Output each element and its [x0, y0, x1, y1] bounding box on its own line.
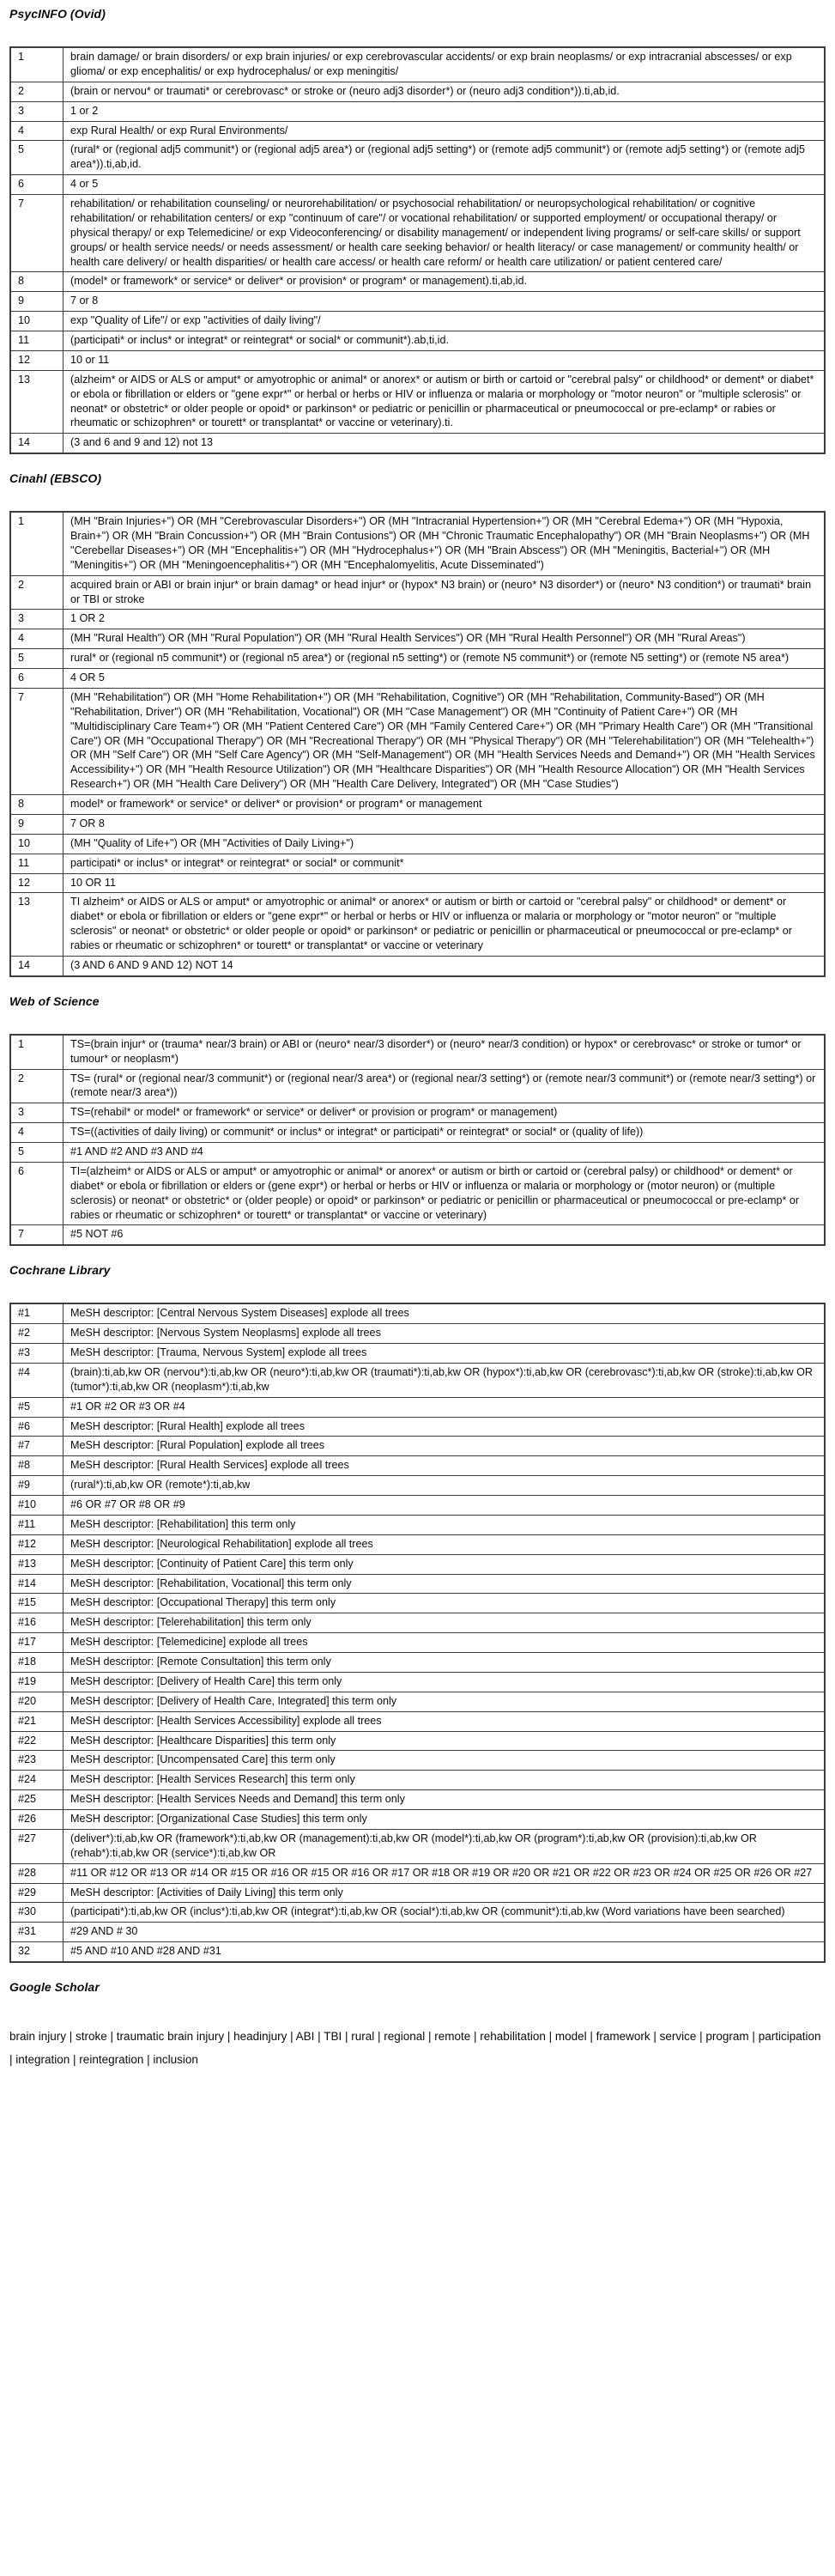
row-number: #10 — [10, 1496, 64, 1516]
table-row — [10, 795, 825, 815]
table-row — [10, 1554, 825, 1574]
row-query: MeSH descriptor: [Neurological Rehabilitation] explode all trees — [64, 1534, 826, 1554]
table-row — [10, 195, 825, 272]
table-row — [10, 1883, 825, 1903]
table-row — [10, 873, 825, 893]
row-number: 5 — [10, 1143, 64, 1163]
row-query: participati* or inclus* or integrat* or reintegrat* or social* or communit* — [64, 854, 826, 873]
row-number: 6 — [10, 1162, 64, 1225]
row-number: 1 — [10, 512, 64, 575]
table-row — [10, 1417, 825, 1437]
row-number: 7 — [10, 1225, 64, 1245]
row-query: MeSH descriptor: [Activities of Daily Living] this term only — [64, 1883, 826, 1903]
row-query: MeSH descriptor: [Rural Health] explode all trees — [64, 1417, 826, 1437]
table-row — [10, 575, 825, 610]
row-query: (3 AND 6 AND 9 AND 12) NOT 14 — [64, 956, 826, 975]
table-row — [10, 1672, 825, 1692]
table-row — [10, 1476, 825, 1496]
table-row — [10, 814, 825, 834]
row-query: TS=(brain injur* or (trauma* near/3 brain) or ABI or (neuro* near/3 disorder*) or (neuro* near/3 condition) or hypox* or cerebrovasc* or stroke or tumor* or tumour* or neoplasm*) — [64, 1035, 826, 1069]
row-query: #5 NOT #6 — [64, 1225, 826, 1245]
row-number: 3 — [10, 1103, 64, 1123]
table-row — [10, 1810, 825, 1830]
row-number: 10 — [10, 834, 64, 854]
row-query: TI=(alzheim* or AIDS or ALS or amput* or amyotrophic or animal* or anorex* or autism or birth or cartoid or (cerebral palsy) or childhood* or dement* or diabet* or ebola or fibrillation or elders or (gene expr*) or herbal or herbs or HIV or influenza or malaria or morphology or (motor neuron) or (multiple sclerosis) or neonat* or obstetric* or (older people) or opoid* or parkinson* or pediatric or penicillin or pharmaceutical or pneumococcal or pre-eclamp* or rabies or rheumatic or schizophren* or tourett* or transplantat* or vaccine or veterinary) — [64, 1162, 826, 1225]
row-number: 4 — [10, 121, 64, 141]
row-number: 11 — [10, 331, 64, 351]
row-query: brain damage/ or brain disorders/ or exp brain injuries/ or exp cerebrovascular accidents/ or exp brain neoplasms/ or exp intracranial abscesses/ or exp glioma/ or exp encephalitis/ or exp hydrocephalus/ or exp meningitis/ — [64, 47, 826, 82]
table-row — [10, 1397, 825, 1417]
row-query: acquired brain or ABI or brain injur* or brain damag* or head injur* or (hypox* N3 brain) or (neuro* N3 disorder*) or (neuro* N3 condition*) or traumati* brain or TBI or stroke — [64, 575, 826, 610]
row-number: 3 — [10, 101, 64, 121]
row-query: 1 OR 2 — [64, 610, 826, 629]
row-number: #23 — [10, 1751, 64, 1771]
row-number: 9 — [10, 292, 64, 312]
row-query: MeSH descriptor: [Uncompensated Care] this term only — [64, 1751, 826, 1771]
row-query: MeSH descriptor: [Continuity of Patient Care] this term only — [64, 1554, 826, 1574]
search-strategy-table — [9, 46, 826, 454]
row-query: MeSH descriptor: [Nervous System Neoplasms] explode all trees — [64, 1324, 826, 1344]
row-number: 2 — [10, 82, 64, 101]
row-number: 2 — [10, 1069, 64, 1103]
row-number: #14 — [10, 1574, 64, 1594]
table-row — [10, 1574, 825, 1594]
search-strategy-table — [9, 1034, 826, 1247]
table-row — [10, 47, 825, 82]
table-row — [10, 1103, 825, 1123]
table-row — [10, 1069, 825, 1103]
row-query: #29 AND # 30 — [64, 1923, 826, 1942]
table-row — [10, 1731, 825, 1751]
row-number: 14 — [10, 434, 64, 453]
table-row — [10, 1790, 825, 1810]
row-query: 1 or 2 — [64, 101, 826, 121]
row-query: MeSH descriptor: [Telerehabilitation] this term only — [64, 1613, 826, 1633]
row-number: #12 — [10, 1534, 64, 1554]
row-number: #20 — [10, 1692, 64, 1711]
row-query: (rural* or (regional adj5 communit*) or (regional adj5 area*) or (regional adj5 setting*) or (remote adj5 communit*) or (remote adj5 setting*) or (remote adj5 area*)).ti,ab,id. — [64, 141, 826, 175]
row-query: (deliver*):ti,ab,kw OR (framework*):ti,ab,kw OR (management):ti,ab,kw OR (model*):ti,ab,kw OR (program*):ti,ab,kw OR (provision):ti,ab,kw OR (rehab*):ti,ab,kw OR (service*):ti,ab,kw OR — [64, 1829, 826, 1863]
row-query: 4 or 5 — [64, 175, 826, 195]
row-query: model* or framework* or service* or deliver* or provision* or program* or management — [64, 795, 826, 815]
row-number: #13 — [10, 1554, 64, 1574]
row-number: 7 — [10, 688, 64, 794]
row-number: 10 — [10, 312, 64, 331]
row-number: 1 — [10, 47, 64, 82]
table-row — [10, 956, 825, 975]
row-query: (rural*):ti,ab,kw OR (remote*):ti,ab,kw — [64, 1476, 826, 1496]
row-number: 1 — [10, 1035, 64, 1069]
table-row — [10, 1633, 825, 1653]
table-row — [10, 1143, 825, 1163]
table-row — [10, 141, 825, 175]
row-number: 9 — [10, 814, 64, 834]
row-number: #17 — [10, 1633, 64, 1653]
table-row — [10, 1594, 825, 1613]
row-query: (participati*):ti,ab,kw OR (inclus*):ti,ab,kw OR (integrat*):ti,ab,kw OR (social*):ti,ab,kw OR (communit*):ti,ab,kw (Word variations have been searched) — [64, 1903, 826, 1923]
table-row — [10, 1692, 825, 1711]
row-query: TS=((activities of daily living) or communit* or inclus* or integrat* or participati* or reintegrat* or social* or (quality of life)) — [64, 1123, 826, 1143]
table-row — [10, 1496, 825, 1516]
row-query: MeSH descriptor: [Rural Population] explode all trees — [64, 1437, 826, 1456]
row-query: (MH "Brain Injuries+") OR (MH "Cerebrovascular Disorders+") OR (MH "Intracranial Hypertension+") OR (MH "Cerebral Edema+") OR (MH "Hypoxia, Brain+") OR (MH "Brain Concussion+") OR (MH "Brain Contusions") OR (MH "Chronic Traumatic Encephalopathy") OR (MH "Brain Neoplasms+") OR (MH "Cerebellar Diseases+") OR (MH "Encephalitis+") OR (MH "Hydrocephalus+") OR (MH "Brain Abscess") OR (MH "Meningitis, Bacterial+") OR (MH "Meningitis+") OR (MH "Meningoencephalitis+") OR (MH "Encephalomyelitis, Acute Disseminated") — [64, 512, 826, 575]
google-scholar-terms: brain injury | stroke | traumatic brain injury | headinjury | ABI | TBI | rural | regional | remote | rehabilitation | model | framework | service | program | participation | integration | reintegration | inclusion — [9, 2030, 821, 2066]
row-query: MeSH descriptor: [Trauma, Nervous System] explode all trees — [64, 1344, 826, 1364]
row-number: #27 — [10, 1829, 64, 1863]
table-row — [10, 669, 825, 689]
row-number: 12 — [10, 350, 64, 370]
row-number: 11 — [10, 854, 64, 873]
row-number: 14 — [10, 956, 64, 975]
row-query: MeSH descriptor: [Telemedicine] explode all trees — [64, 1633, 826, 1653]
row-query: exp Rural Health/ or exp Rural Environments/ — [64, 121, 826, 141]
row-number: #3 — [10, 1344, 64, 1364]
table-row — [10, 1303, 825, 1323]
table-row — [10, 1942, 825, 1962]
row-query: (alzheim* or AIDS or ALS or amput* or amyotrophic or animal* or anorex* or autism or birth or cartoid or "cerebral palsy" or childhood* or dement* or diabet* or ebola or fibrillation or elders or "gene expr*" or herbal or herbs or HIV or influenza or malaria or morphology or "motor neuron" or "multiple sclerosis" or neonat* or obstetric* or older people or opoid* or parkinson* or pediatric or penicillin or pharmaceutical or pneumococcal or pre-eclamp* or rabies or rheumatic or schizophren* or tourett* or transplantat* or vaccine or veterinary).ti. — [64, 370, 826, 434]
row-query: (MH "Rural Health") OR (MH "Rural Population") OR (MH "Rural Health Services") OR (MH "Rural Health Personnel") OR (MH "Rural Areas") — [64, 629, 826, 649]
table-row — [10, 854, 825, 873]
section-title: PsycINFO (Ovid) — [9, 7, 106, 21]
row-query: MeSH descriptor: [Remote Consultation] this term only — [64, 1653, 826, 1673]
row-number: #15 — [10, 1594, 64, 1613]
table-row — [10, 101, 825, 121]
row-number: #6 — [10, 1417, 64, 1437]
row-query: MeSH descriptor: [Delivery of Health Care, Integrated] this term only — [64, 1692, 826, 1711]
row-number: #2 — [10, 1324, 64, 1344]
row-query: MeSH descriptor: [Delivery of Health Care] this term only — [64, 1672, 826, 1692]
table-row — [10, 688, 825, 794]
row-query: rural* or (regional n5 communit*) or (regional n5 area*) or (regional n5 setting*) or (remote N5 communit*) or (remote N5 setting*) or (remote N5 area*) — [64, 649, 826, 669]
section-title: Web of Science — [9, 993, 100, 1008]
section-title: Cinahl (EBSCO) — [9, 471, 102, 486]
row-number: #31 — [10, 1923, 64, 1942]
row-query: 7 OR 8 — [64, 814, 826, 834]
row-number: 6 — [10, 669, 64, 689]
table-row — [10, 82, 825, 101]
table-row — [10, 1515, 825, 1534]
table-row — [10, 1653, 825, 1673]
row-query: (participati* or inclus* or integrat* or reintegrat* or social* or communit*).ab,ti,id. — [64, 331, 826, 351]
table-row — [10, 1751, 825, 1771]
row-query: (brain):ti,ab,kw OR (nervou*):ti,ab,kw OR (neuro*):ti,ab,kw OR (traumati*):ti,ab,kw OR (hypox*):ti,ab,kw OR (cerebrovasc*):ti,ab,kw OR (stroke):ti,ab,kw OR (tumor*):ti,ab,kw OR (neoplasm*):ti,ab,kw — [64, 1363, 826, 1397]
section-title: Cochrane Library — [9, 1263, 111, 1278]
table-row — [10, 512, 825, 575]
row-query: TS= (rural* or (regional near/3 communit*) or (regional near/3 area*) or (regional near/3 setting*) or (remote near/3 communit*) or (remote near/3 setting*) or (remote near/3 area*)) — [64, 1069, 826, 1103]
row-number: 4 — [10, 629, 64, 649]
row-number: #21 — [10, 1711, 64, 1731]
row-number: #26 — [10, 1810, 64, 1830]
search-strategy-table — [9, 1303, 826, 1963]
row-number: #1 — [10, 1303, 64, 1323]
row-query: #11 OR #12 OR #13 OR #14 OR #15 OR #16 OR #15 OR #16 OR #17 OR #18 OR #19 OR #20 OR #21 OR #22 OR #23 OR #24 OR #25 OR #26 OR #27 — [64, 1863, 826, 1883]
row-query: (3 and 6 and 9 and 12) not 13 — [64, 434, 826, 453]
table-row — [10, 1123, 825, 1143]
table-row — [10, 1456, 825, 1476]
row-number: 8 — [10, 795, 64, 815]
row-number: 13 — [10, 893, 64, 957]
section-title: Google Scholar — [9, 1980, 100, 1994]
row-query: #6 OR #7 OR #8 OR #9 — [64, 1496, 826, 1516]
table-row — [10, 434, 825, 453]
row-query: MeSH descriptor: [Organizational Case Studies] this term only — [64, 1810, 826, 1830]
row-query: (brain or nervou* or traumati* or cerebrovasc* or stroke or (neuro adj3 disorder*) or (neuro adj3 condition*)).ti,ab,id. — [64, 82, 826, 101]
row-number: 32 — [10, 1942, 64, 1962]
row-query: (model* or framework* or service* or deliver* or provision* or program* or management).ti,ab,id. — [64, 272, 826, 292]
table-row — [10, 1903, 825, 1923]
row-number: 3 — [10, 610, 64, 629]
row-query: 10 OR 11 — [64, 873, 826, 893]
row-query: TS=(rehabil* or model* or framework* or service* or deliver* or provision or program* or management) — [64, 1103, 826, 1123]
row-query: MeSH descriptor: [Central Nervous System Diseases] explode all trees — [64, 1303, 826, 1323]
row-query: MeSH descriptor: [Rural Health Services] explode all trees — [64, 1456, 826, 1476]
row-query: (MH "Rehabilitation") OR (MH "Home Rehabilitation+") OR (MH "Rehabilitation, Cognitive") OR (MH "Rehabilitation, Community-Based") OR (MH "Rehabilitation, Driver") OR (MH "Rehabilitation, Vocational") OR (MH "Case Management") OR (MH "Continuity of Patient Care+") OR (MH "Multidisciplinary Care Team+") OR (MH "Patient Centered Care") OR (MH "Family Centered Care+") OR (MH "Primary Health Care") OR (MH "Transitional Care") OR (MH "Occupational Therapy") OR (MH "Recreational Therapy") OR (MH "Physical Therapy") OR (MH "Telerehabilitation") OR (MH "Telehealth+") OR (MH "Self Care") OR (MH "Self Care Agency") OR (MH "Self-Management") OR (MH "Health Services Needs and Demand+") OR (MH "Health Services Accessibility+") OR (MH "Health Resource Utilization") OR (MH "Healthcare Disparities") OR (MH "Health Resource Allocation") OR (MH "Health Services Research+") OR (MH "Health Care Delivery") OR (MH "Health Care Delivery, Integrated") OR (MH "Case Studies") — [64, 688, 826, 794]
table-row — [10, 272, 825, 292]
row-number: 6 — [10, 175, 64, 195]
table-row — [10, 1771, 825, 1790]
row-number: #24 — [10, 1771, 64, 1790]
row-query: TI alzheim* or AIDS or ALS or amput* or amyotrophic or animal* or anorex* or autism or birth or cartoid or "cerebral palsy" or childhood* or dement* or diabet* or ebola or fibrillation or elders or "gene expr*" or herbal or herbs or HIV or influenza or malaria or morphology or "motor neuron" or "multiple sclerosis" or neonat* or obstetric* or older people or opoid* or parkinson* or pediatric or penicillin or pharmaceutical or pneumococcal or pre-eclamp* or rabies or rheumatic or schizophren* or tourett* or transplantat* or vaccine or veterinary — [64, 893, 826, 957]
row-query: MeSH descriptor: [Health Services Accessibility] explode all trees — [64, 1711, 826, 1731]
row-query: MeSH descriptor: [Rehabilitation, Vocational] this term only — [64, 1574, 826, 1594]
table-row — [10, 893, 825, 957]
table-row — [10, 629, 825, 649]
row-number: #28 — [10, 1863, 64, 1883]
row-number: #18 — [10, 1653, 64, 1673]
row-number: 13 — [10, 370, 64, 434]
row-query: MeSH descriptor: [Health Services Needs and Demand] this term only — [64, 1790, 826, 1810]
row-number: 4 — [10, 1123, 64, 1143]
row-query: #1 OR #2 OR #3 OR #4 — [64, 1397, 826, 1417]
table-row — [10, 834, 825, 854]
row-number: 8 — [10, 272, 64, 292]
table-row — [10, 610, 825, 629]
row-number: #11 — [10, 1515, 64, 1534]
row-number: 2 — [10, 575, 64, 610]
table-row — [10, 1711, 825, 1731]
row-query: rehabilitation/ or rehabilitation counseling/ or neurorehabilitation/ or psychosocial rehabilitation/ or neuropsychological rehabilitation/ or cognitive rehabilitation/ or rehabilitation centers/ or exp "continuum of care"/ or vocational rehabilitation/ or supported employment/ or occupational therapy/ or physical therapy/ or exp Telemedicine/ or exp Videoconferencing/ or disability management/ or independent living programs/ or self-care skills/ or support groups/ or health service needs/ or needs assessment/ or health care seeking behavior/ or health literacy/ or case management/ or community health/ or health care delivery/ or health disparities/ or health care access/ or health care reform/ or health care utilization/ or patient centered care/ — [64, 195, 826, 272]
row-query: MeSH descriptor: [Rehabilitation] this term only — [64, 1515, 826, 1534]
row-query: 4 OR 5 — [64, 669, 826, 689]
table-row — [10, 1344, 825, 1364]
row-number: #25 — [10, 1790, 64, 1810]
table-row — [10, 175, 825, 195]
search-strategy-table — [9, 511, 826, 977]
row-number: #7 — [10, 1437, 64, 1456]
row-number: #30 — [10, 1903, 64, 1923]
row-number: 5 — [10, 141, 64, 175]
table-row — [10, 1829, 825, 1863]
row-query: (MH "Quality of Life+") OR (MH "Activities of Daily Living+") — [64, 834, 826, 854]
table-row — [10, 312, 825, 331]
row-number: #29 — [10, 1883, 64, 1903]
table-row — [10, 1534, 825, 1554]
row-number: #8 — [10, 1456, 64, 1476]
table-row — [10, 649, 825, 669]
table-row — [10, 1162, 825, 1225]
table-row — [10, 370, 825, 434]
row-number: #16 — [10, 1613, 64, 1633]
row-query: #5 AND #10 AND #28 AND #31 — [64, 1942, 826, 1962]
table-row — [10, 331, 825, 351]
row-number: 5 — [10, 649, 64, 669]
table-row — [10, 1613, 825, 1633]
table-row — [10, 1035, 825, 1069]
row-number: #5 — [10, 1397, 64, 1417]
row-query: MeSH descriptor: [Health Services Research] this term only — [64, 1771, 826, 1790]
row-number: 7 — [10, 195, 64, 272]
table-row — [10, 1363, 825, 1397]
row-query: #1 AND #2 AND #3 AND #4 — [64, 1143, 826, 1163]
row-number: 12 — [10, 873, 64, 893]
row-number: #19 — [10, 1672, 64, 1692]
table-row — [10, 350, 825, 370]
table-row — [10, 1324, 825, 1344]
row-number: #4 — [10, 1363, 64, 1397]
row-query: MeSH descriptor: [Healthcare Disparities] this term only — [64, 1731, 826, 1751]
table-row — [10, 1437, 825, 1456]
row-query: 7 or 8 — [64, 292, 826, 312]
row-query: MeSH descriptor: [Occupational Therapy] this term only — [64, 1594, 826, 1613]
table-row — [10, 1225, 825, 1245]
row-number: #22 — [10, 1731, 64, 1751]
table-row — [10, 1863, 825, 1883]
row-number: #9 — [10, 1476, 64, 1496]
table-row — [10, 292, 825, 312]
row-query: exp "Quality of Life"/ or exp "activities of daily living"/ — [64, 312, 826, 331]
row-query: 10 or 11 — [64, 350, 826, 370]
table-row — [10, 121, 825, 141]
table-row — [10, 1923, 825, 1942]
